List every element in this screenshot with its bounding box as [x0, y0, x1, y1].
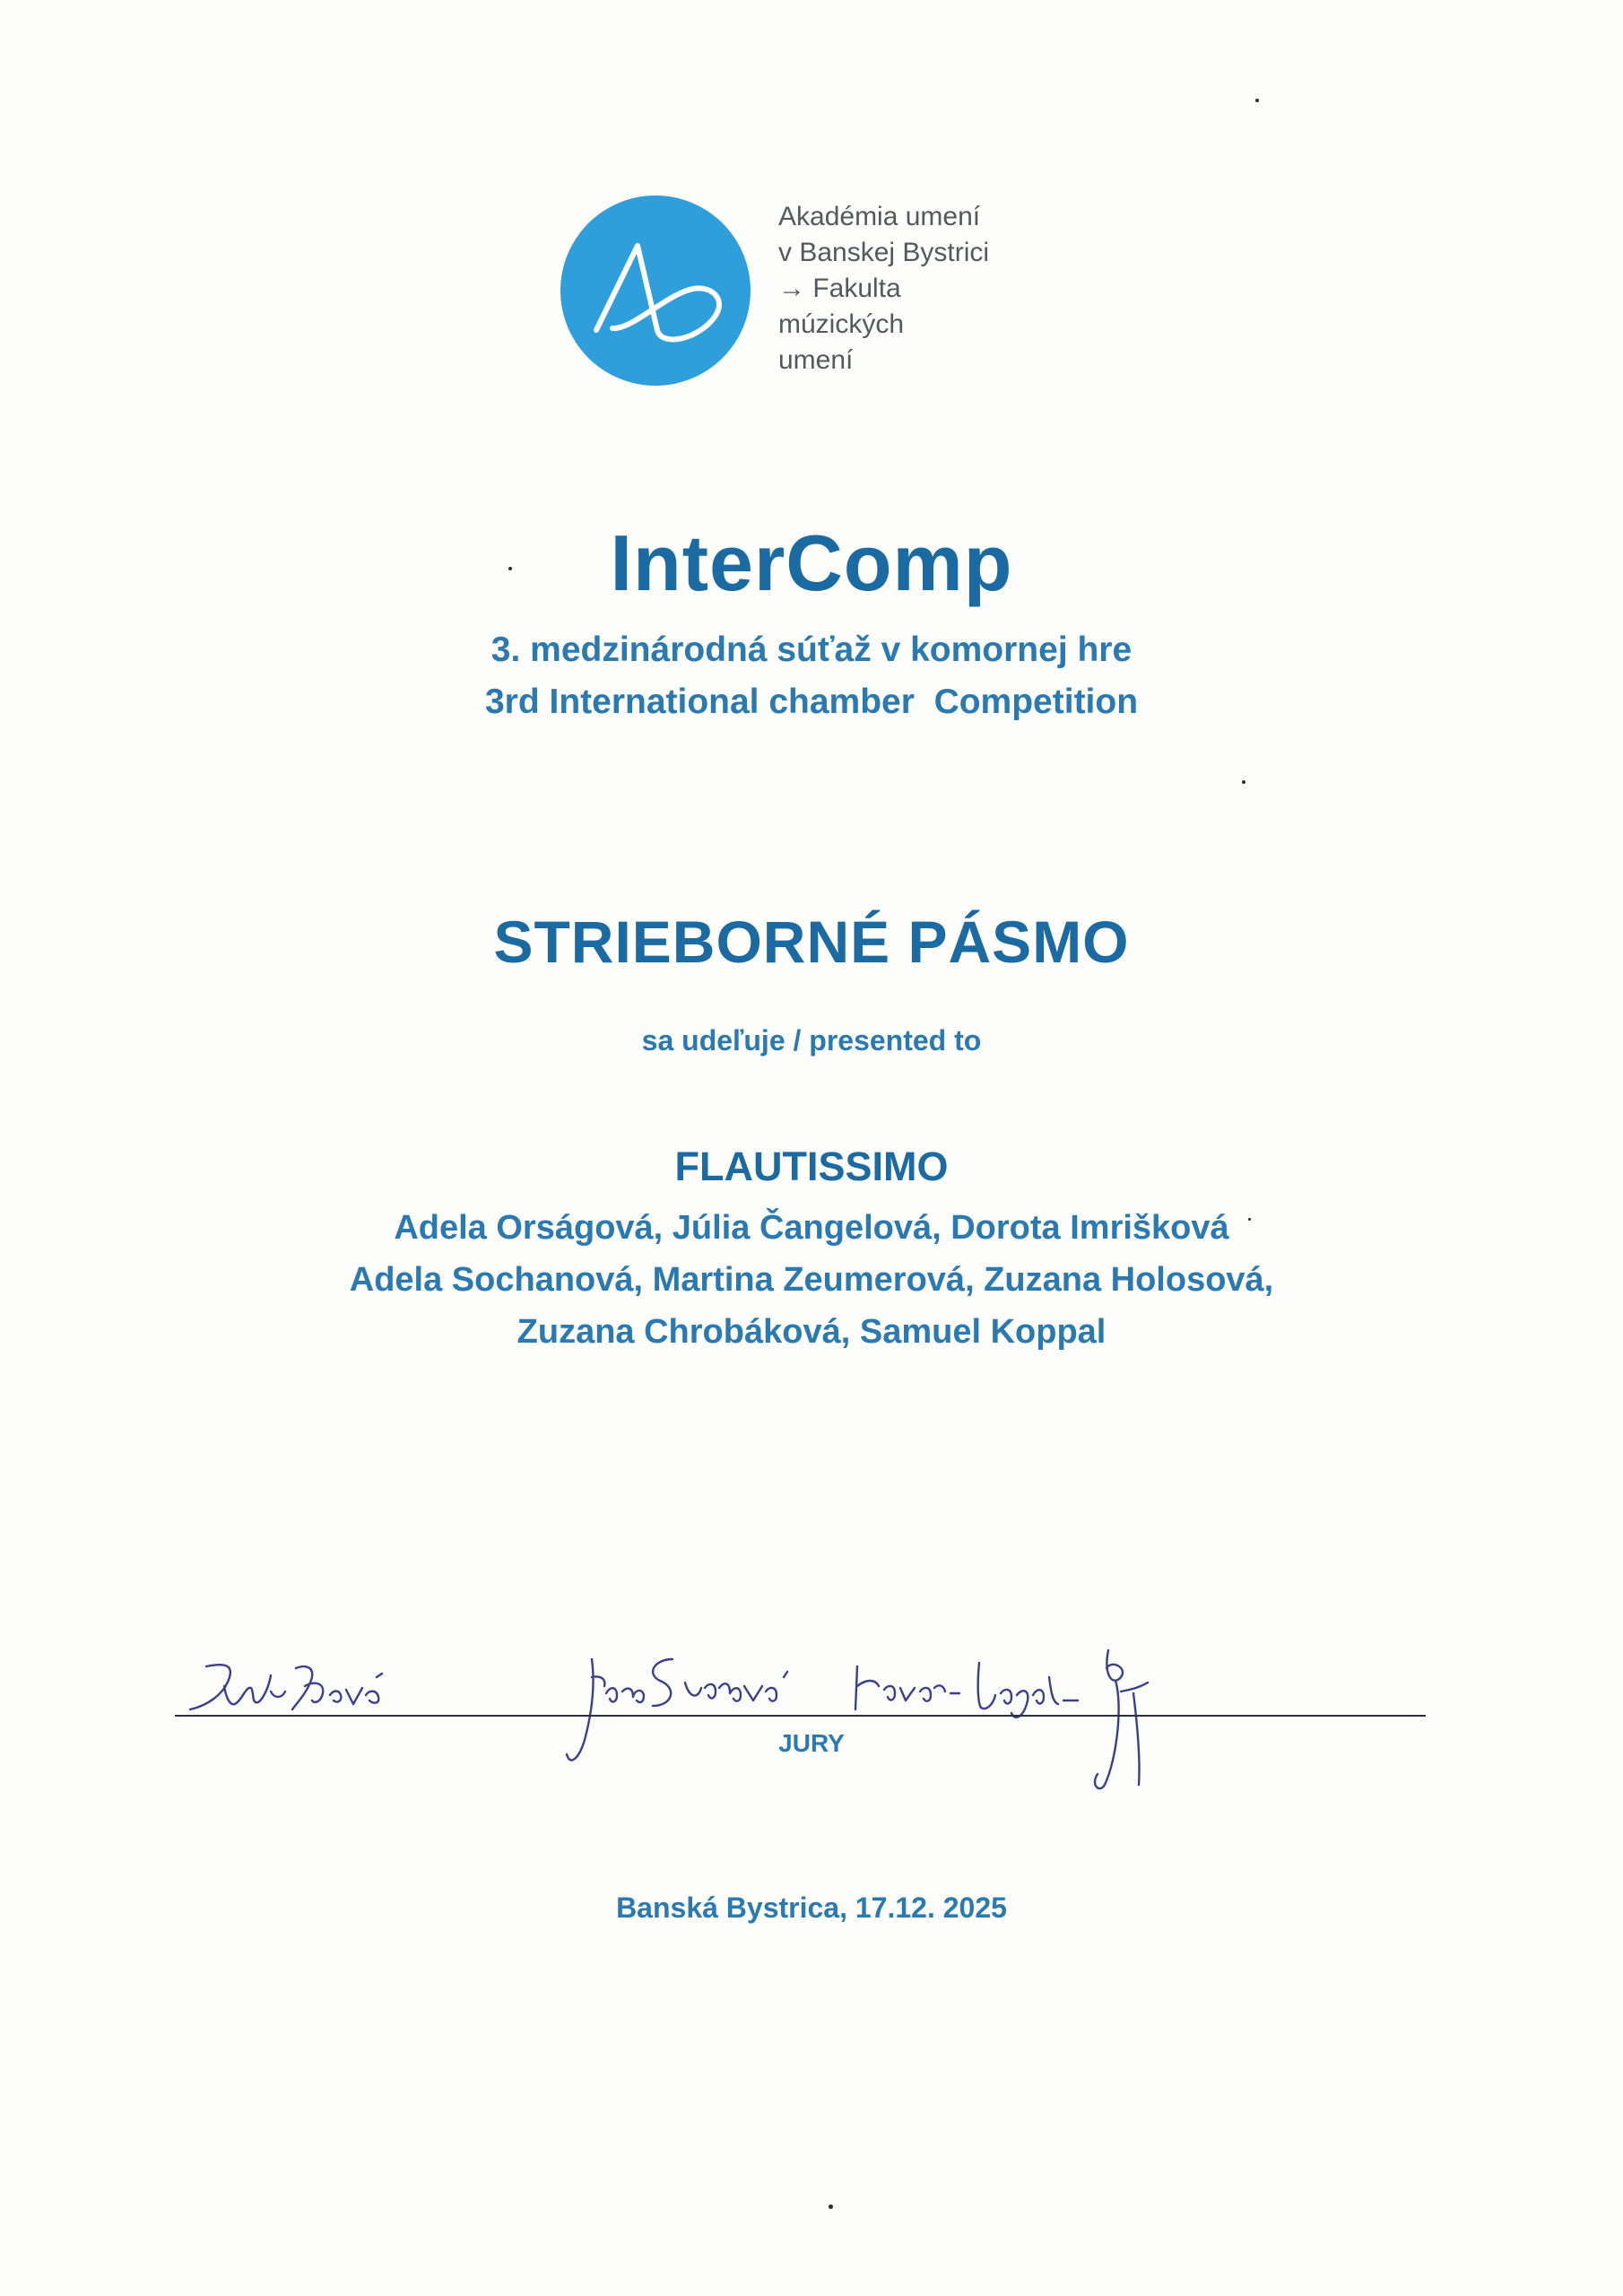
academy-name-line: múzických — [778, 309, 905, 339]
scan-speck — [1255, 99, 1259, 102]
signature-4 — [1095, 1650, 1148, 1788]
jury-signatures — [170, 1623, 1426, 1803]
academy-name — [778, 199, 1155, 378]
academy-name-line: → Fakulta — [778, 274, 901, 303]
place-and-date: Banská Bystrica, 17.12. 2025 — [616, 1892, 1007, 1924]
competition-subtitle-sk: 3. medzinárodná súťaž v komornej hre — [490, 631, 1133, 669]
scan-speck — [508, 567, 512, 570]
academy-monogram-icon — [560, 196, 751, 386]
academy-name-line: Akadémia umení — [778, 202, 981, 231]
member-line: Zuzana Chrobáková, Samuel Koppal — [516, 1313, 1107, 1351]
academy-logo — [560, 196, 751, 386]
member-list — [0, 1202, 1623, 1358]
ensemble-name: FLAUTISSIMO — [674, 1144, 949, 1189]
member-line: Adela Sochanová, Martina Zeumerová, Zuzana Holosová, — [349, 1261, 1274, 1299]
academy-name-line: v Banskej Bystrici — [778, 238, 990, 267]
signature-3 — [855, 1663, 1078, 1718]
academy-name-line: umení — [778, 345, 854, 375]
member-line: Adela Orságová, Júlia Čangelová, Dorota Imrišková — [394, 1209, 1229, 1247]
scan-speck — [1242, 780, 1245, 784]
presented-to-label: sa udeľuje / presented to — [641, 1024, 982, 1057]
competition-subtitle-en: 3rd International chamber Competition — [484, 683, 1139, 721]
signature-line — [175, 1715, 1426, 1717]
jury-label: JURY — [778, 1729, 845, 1757]
award-title: STRIEBORNÉ PÁSMO — [493, 909, 1130, 975]
competition-title: InterComp — [610, 518, 1013, 607]
scan-speck — [829, 2205, 833, 2209]
scan-speck — [1248, 1218, 1251, 1221]
signature-1 — [190, 1665, 382, 1709]
